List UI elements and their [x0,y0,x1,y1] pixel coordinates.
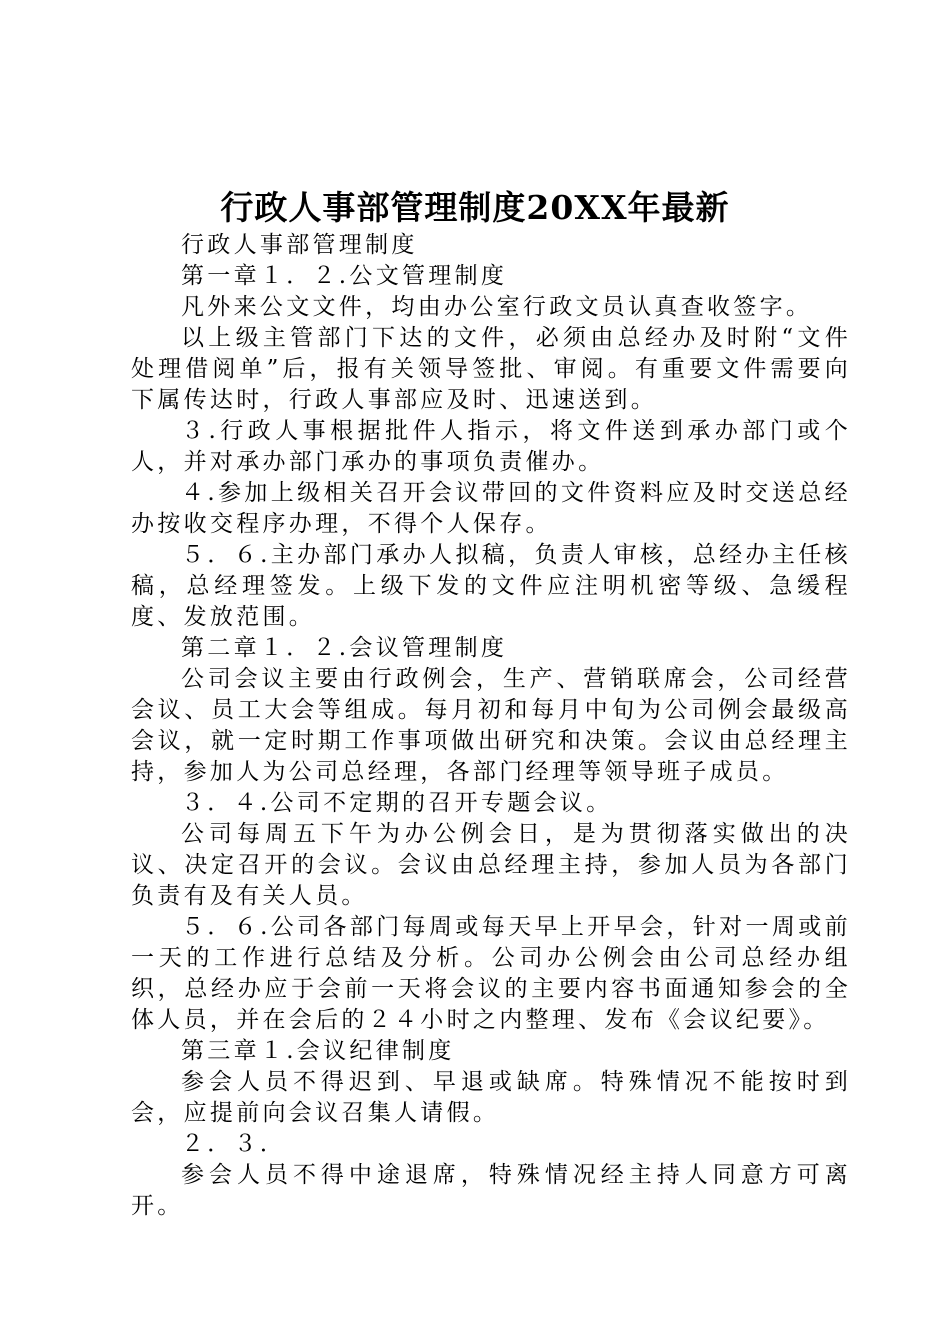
body-paragraph: ３.行政人事根据批件人指示，将文件送到承办部门或个人，并对承办部门承办的事项负责催办。 [131,418,851,475]
body-paragraph: 参会人员不得迟到、早退或缺席。特殊情况不能按时到会，应提前向会议召集人请假。 [131,1069,851,1126]
chapter-heading: 第二章１．２.会议管理制度 [181,635,508,661]
body-paragraph: 凡外来公文文件，均由办公室行政文员认真查收签字。 [181,294,813,320]
body-paragraph: ４.参加上级相关召开会议带回的文件资料应及时交送总经办按收交程序办理，不得个人保存。 [131,480,851,537]
body-paragraph: 以上级主管部门下达的文件，必须由总经办及时附“文件处理借阅单”后，报有关领导签批、审阅。有重要文件需要向下属传达时，行政人事部应及时、迅速送到。 [131,325,851,413]
document-title: 行政人事部管理制度20XX年最新 [220,188,730,227]
body-paragraph: 行政人事部管理制度 [181,232,418,258]
body-paragraph: ５．６.主办部门承办人拟稿，负责人审核，总经办主任核稿，总经理签发。上级下发的文件应注明机密等级、急缓程度、发放范围。 [131,542,851,630]
chapter-heading: 第三章１.会议纪律制度 [181,1038,455,1064]
chapter-heading: 第一章１．２.公文管理制度 [181,263,508,289]
body-paragraph: 公司每周五下午为办公例会日，是为贯彻落实做出的决议、决定召开的会议。会议由总经理主持，参加人员为各部门负责有及有关人员。 [131,821,851,909]
body-paragraph: ２．３． [181,1131,287,1157]
body-paragraph: ３．４.公司不定期的召开专题会议。 [181,790,613,816]
body-paragraph: 公司会议主要由行政例会，生产、营销联席会，公司经营会议、员工大会等组成。每月初和每月中旬为公司例会最级高会议，就一定时期工作事项做出研究和决策。会议由总经理主持，参加人为公司总经理，各部门经理等领导班子成员。 [131,666,851,785]
body-paragraph: ５．６.公司各部门每周或每天早上开早会，针对一周或前一天的工作进行总结及分析。公司办公例会由公司总经办组织，总经办应于会前一天将会议的主要内容书面通知参会的全体人员，并在会后的２４小时之内整理、发布《会议纪要》。 [131,914,851,1033]
body-paragraph: 参会人员不得中途退席，特殊情况经主持人同意方可离开。 [131,1162,851,1219]
document-body [131,230,851,1222]
